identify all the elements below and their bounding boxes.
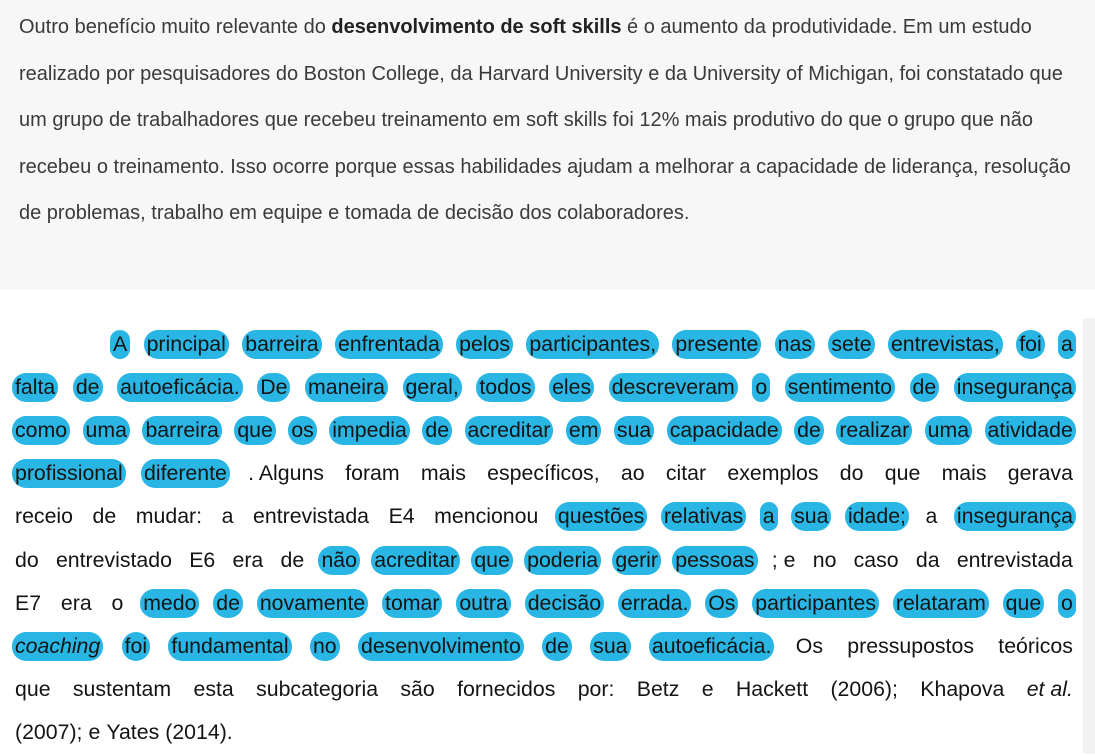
word: no: [812, 547, 837, 572]
highlighted-word: em: [566, 416, 602, 445]
word: ao: [620, 461, 645, 486]
highlighted-word: de: [213, 589, 243, 618]
highlighted-word: geral,: [403, 373, 462, 402]
highlighted-word: errada.: [618, 589, 691, 618]
text-line: [15, 538, 1073, 582]
highlighted-word: participantes: [752, 589, 879, 618]
highlighted-word: uma: [83, 416, 130, 445]
word: a: [221, 504, 234, 529]
highlighted-word: foi: [1016, 330, 1045, 359]
highlighted-word: decisão: [525, 589, 604, 618]
highlighted-word: fundamental: [168, 632, 291, 661]
word: por:: [577, 677, 615, 702]
word: da: [915, 547, 940, 572]
text-line: [15, 408, 1073, 452]
highlighted-word: entrevistas,: [888, 330, 1003, 359]
highlighted-word: questões: [555, 502, 647, 531]
text-line: [15, 581, 1073, 625]
word: mencionou: [434, 504, 539, 529]
highlighted-word: barreira: [242, 330, 321, 359]
highlighted-word: principal: [144, 330, 229, 359]
word: subcategoria: [256, 677, 379, 702]
highlighted-word: sua: [590, 632, 630, 661]
page-edge: [1083, 318, 1095, 754]
highlighted-word: todos: [476, 373, 534, 402]
highlighted-word: poderia: [524, 546, 601, 575]
highlighted-word: insegurança: [954, 373, 1076, 402]
word: era: [60, 590, 92, 615]
top-paragraph-text-before: Outro benefício muito relevante do: [19, 16, 332, 38]
highlighted-word: barreira: [142, 416, 221, 445]
word: esta: [193, 677, 234, 702]
highlighted-word: autoeficácia.: [117, 373, 243, 402]
word: são: [400, 677, 435, 702]
word: caso: [853, 547, 899, 572]
word: et al.: [1026, 677, 1073, 702]
highlighted-word: relativas: [661, 502, 746, 531]
highlighted-word: a: [1058, 330, 1076, 359]
word: (2007);: [15, 720, 83, 745]
highlighted-word: impedia: [329, 416, 410, 445]
highlighted-word: tomar: [382, 589, 442, 618]
word: Betz: [636, 677, 680, 702]
word: e: [88, 720, 101, 745]
word: E4: [388, 504, 415, 529]
highlighted-word: foi: [122, 632, 151, 661]
word: pressupostos: [847, 633, 974, 658]
word: a: [925, 504, 938, 529]
word: Os: [795, 633, 823, 658]
highlighted-word: uma: [925, 416, 972, 445]
highlighted-word: acreditar: [371, 546, 460, 575]
highlighted-word: profissional: [12, 459, 126, 488]
highlighted-word: De: [257, 373, 290, 402]
word: Khapova: [920, 677, 1005, 702]
highlighted-text-section: [0, 318, 1095, 754]
word: gerava: [1007, 461, 1073, 486]
highlighted-word: pelos: [456, 330, 513, 359]
highlighted-word: maneira: [305, 373, 388, 402]
word: e: [701, 677, 714, 702]
highlighted-word: sua: [614, 416, 654, 445]
highlighted-word: acreditar: [465, 416, 554, 445]
text-line: [15, 624, 1073, 668]
highlighted-word: A: [110, 330, 130, 359]
word: de: [280, 547, 305, 572]
top-paragraph-bold-phrase: desenvolvimento de soft skills: [331, 16, 622, 38]
word: fornecidos: [457, 677, 556, 702]
word: ; e: [771, 547, 796, 572]
highlighted-word: participantes,: [526, 330, 659, 359]
word: específicos,: [487, 461, 600, 486]
highlighted-word: enfrentada: [335, 330, 443, 359]
highlighted-word: no: [310, 632, 340, 661]
top-paragraph: [19, 4, 1079, 237]
word: do: [839, 461, 864, 486]
highlighted-word: medo: [140, 589, 199, 618]
text-line: [15, 452, 1073, 496]
highlighted-word: capacidade: [667, 416, 782, 445]
highlighted-word: presente: [672, 330, 761, 359]
word: . Alguns: [248, 461, 324, 486]
highlighted-word: Os: [705, 589, 738, 618]
highlighted-word: relataram: [893, 589, 989, 618]
highlighted-word: sua: [791, 502, 831, 531]
highlighted-word: os: [288, 416, 317, 445]
word: Yates: [106, 720, 160, 745]
highlighted-word: pessoas: [672, 546, 757, 575]
highlighted-word: que: [234, 416, 276, 445]
word: de: [92, 504, 117, 529]
word: entrevistada: [253, 504, 370, 529]
highlighted-word: novamente: [257, 589, 368, 618]
highlighted-word: eles: [549, 373, 594, 402]
highlighted-word: não: [318, 546, 360, 575]
highlighted-word: descreveram: [609, 373, 738, 402]
word: Hackett: [735, 677, 809, 702]
word: (2014).: [165, 720, 233, 745]
word: do: [15, 547, 39, 572]
word: mais: [420, 461, 466, 486]
text-line: [15, 711, 1073, 755]
top-text-section: [0, 0, 1095, 290]
highlighted-word: autoeficácia.: [649, 632, 775, 661]
highlighted-word: o: [1058, 589, 1076, 618]
highlighted-word: coaching: [12, 632, 103, 661]
word: sustentam: [72, 677, 172, 702]
word: era: [232, 547, 264, 572]
word: entrevistada: [956, 547, 1073, 572]
text-line: [15, 668, 1073, 712]
highlighted-word: que: [471, 546, 513, 575]
word: que: [15, 677, 51, 702]
highlighted-word: sentimento: [785, 373, 895, 402]
word: mudar:: [135, 504, 203, 529]
highlighted-word: de: [542, 632, 572, 661]
word: E7: [15, 590, 42, 615]
highlighted-word: realizar: [836, 416, 912, 445]
highlighted-word: idade;: [845, 502, 909, 531]
highlighted-word: de: [73, 373, 103, 402]
highlighted-word: gerir: [612, 546, 661, 575]
word: teóricos: [998, 633, 1073, 658]
word: (2006);: [830, 677, 898, 702]
word: entrevistado: [55, 547, 172, 572]
text-line: [15, 495, 1073, 539]
word: mais: [941, 461, 987, 486]
word: citar: [665, 461, 707, 486]
word: que: [884, 461, 921, 486]
highlighted-word: que: [1003, 589, 1045, 618]
text-line: [113, 322, 1073, 366]
highlighted-word: nas: [775, 330, 815, 359]
highlighted-word: de: [422, 416, 452, 445]
highlighted-word: atividade: [985, 416, 1076, 445]
highlighted-word: a: [760, 502, 778, 531]
highlighted-word: como: [12, 416, 70, 445]
word: o: [111, 590, 124, 615]
highlighted-word: desenvolvimento: [358, 632, 524, 661]
word: receio: [15, 504, 74, 529]
word: E6: [189, 547, 216, 572]
word: exemplos: [727, 461, 819, 486]
highlighted-word: de: [910, 373, 940, 402]
highlighted-word: sete: [828, 330, 874, 359]
word: foram: [345, 461, 400, 486]
highlighted-word: insegurança: [954, 502, 1076, 531]
highlighted-word: diferente: [141, 459, 230, 488]
highlighted-word: falta: [12, 373, 58, 402]
highlighted-word: outra: [456, 589, 511, 618]
highlighted-word: o: [752, 373, 770, 402]
top-paragraph-text-after: é o aumento da produtividade. Em um estudo realizado por pesquisadores do Boston College, da Harvard University e da University of Michigan, foi constatado que um grupo de trabalhadores que recebeu treinamento em soft skills foi 12% mais produtivo do que o grupo que não recebeu o treinamento. Isso ocorre porque essas habilidades ajudam a melhorar a capacidade de liderança, resolução de problemas, trabalho em equipe e tomada de decisão dos colaboradores.: [19, 16, 1071, 224]
highlighted-word: de: [794, 416, 824, 445]
text-line: [15, 365, 1073, 409]
